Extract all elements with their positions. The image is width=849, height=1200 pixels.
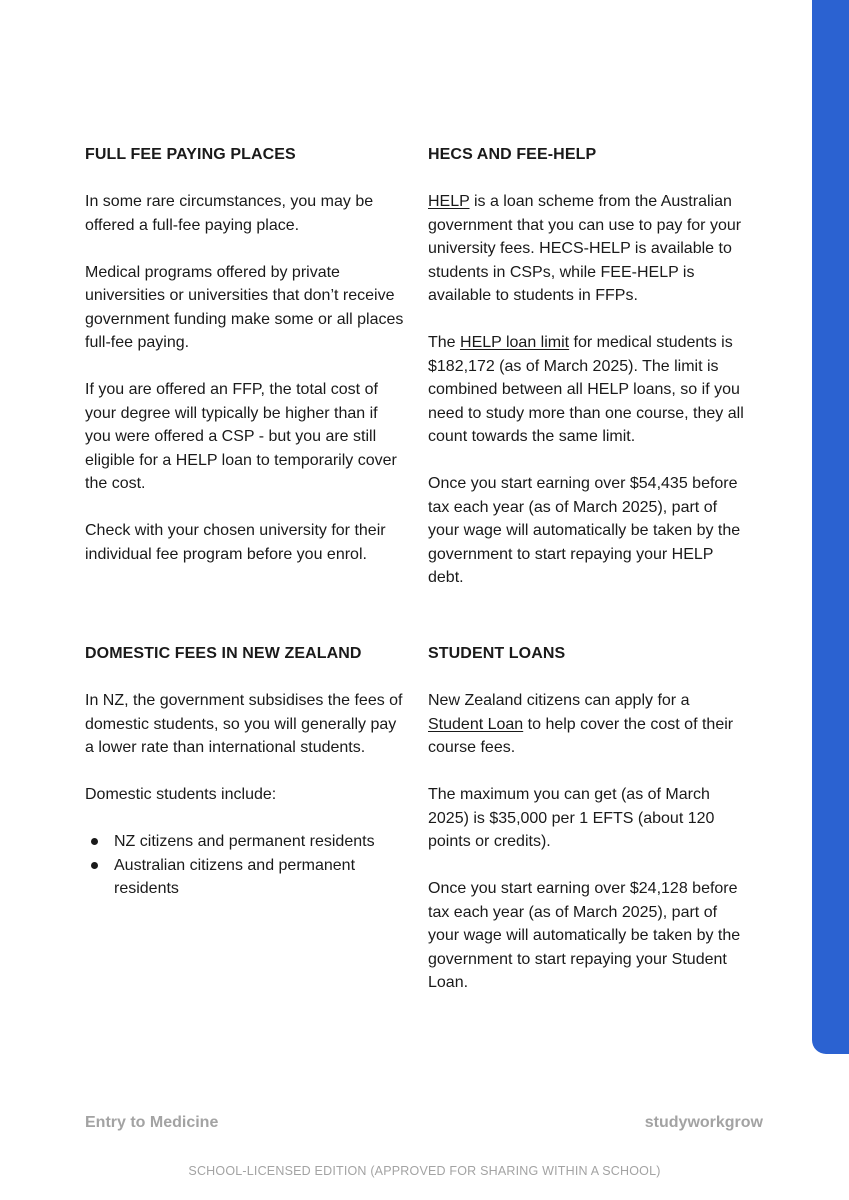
list-item	[85, 854, 405, 901]
help-link[interactable]: HELP	[428, 193, 470, 210]
section-full-fee-paying-places	[85, 144, 405, 566]
bullet-icon	[91, 838, 98, 845]
edition-notice: SCHOOL-LICENSED EDITION (APPROVED FOR SHARING WITHIN A SCHOOL)	[188, 1164, 661, 1178]
paragraph: Check with your chosen university for their individual fee program before you enrol.	[85, 522, 386, 563]
list-item-text: Australian citizens and permanent residents	[114, 856, 356, 897]
bullet-icon	[91, 862, 98, 869]
section-heading: FULL FEE PAYING PLACES	[85, 146, 296, 163]
section-hecs-and-fee-help	[428, 144, 748, 590]
paragraph: In some rare circumstances, you may be offered a full-fee paying place.	[85, 193, 374, 234]
footer-brand: studyworkgrow	[644, 1114, 763, 1131]
section-student-loans	[428, 643, 748, 995]
section-heading: HECS AND FEE-HELP	[428, 146, 597, 163]
section-heading: DOMESTIC FEES IN NEW ZEALAND	[85, 645, 362, 662]
paragraph-text: is a loan scheme from the Australian government that you can use to pay for your university fees. HECS-HELP is available to students in CSPs, while FEE-HELP is available to students in FFPs.	[428, 193, 742, 304]
footer-document-title: Entry to Medicine	[85, 1114, 219, 1131]
paragraph-text: for medical students is $182,172 (as of March 2025). The limit is combined between all HELP loans, so if you need to study more than one course, they all count towards the same limit.	[428, 334, 744, 445]
paragraph: Domestic students include:	[85, 786, 277, 803]
paragraph-text: The	[428, 334, 461, 351]
paragraph: Once you start earning over $24,128 before tax each year (as of March 2025), part of your wage will automatically be taken by the government to start repaying your Student Loan.	[428, 880, 741, 991]
section-heading: STUDENT LOANS	[428, 645, 566, 662]
paragraph-text: to help cover the cost of their course fees.	[428, 715, 734, 756]
paragraph	[428, 190, 748, 308]
section-domestic-fees-new-zealand	[85, 643, 405, 901]
paragraph: In NZ, the government subsidises the fees of domestic students, so you will generally pay a lower rate than international students.	[85, 692, 403, 756]
help-loan-limit-link[interactable]: HELP loan limit	[460, 334, 570, 351]
paragraph: Medical programs offered by private universities or universities that don’t receive government funding make some or all places full-fee paying.	[85, 263, 404, 351]
paragraph: Once you start earning over $54,435 before tax each year (as of March 2025), part of your wage will automatically be taken by the government to start repaying your HELP debt.	[428, 475, 741, 586]
domestic-students-list	[85, 830, 405, 901]
paragraph: If you are offered an FFP, the total cost of your degree will typically be higher than if you were offered a CSP - but you are still eligible for a HELP loan to temporarily cover the cost.	[85, 381, 397, 492]
list-item	[85, 830, 405, 854]
list-item-text: NZ citizens and permanent residents	[114, 833, 375, 850]
paragraph-text: New Zealand citizens can apply for a	[428, 692, 690, 709]
paragraph	[428, 331, 748, 449]
paragraph: The maximum you can get (as of March 2025) is $35,000 per 1 EFTS (about 120 points or credits).	[428, 786, 715, 850]
accent-side-bar	[812, 0, 849, 1054]
student-loan-link[interactable]: Student Loan	[428, 715, 524, 733]
paragraph	[428, 689, 748, 760]
